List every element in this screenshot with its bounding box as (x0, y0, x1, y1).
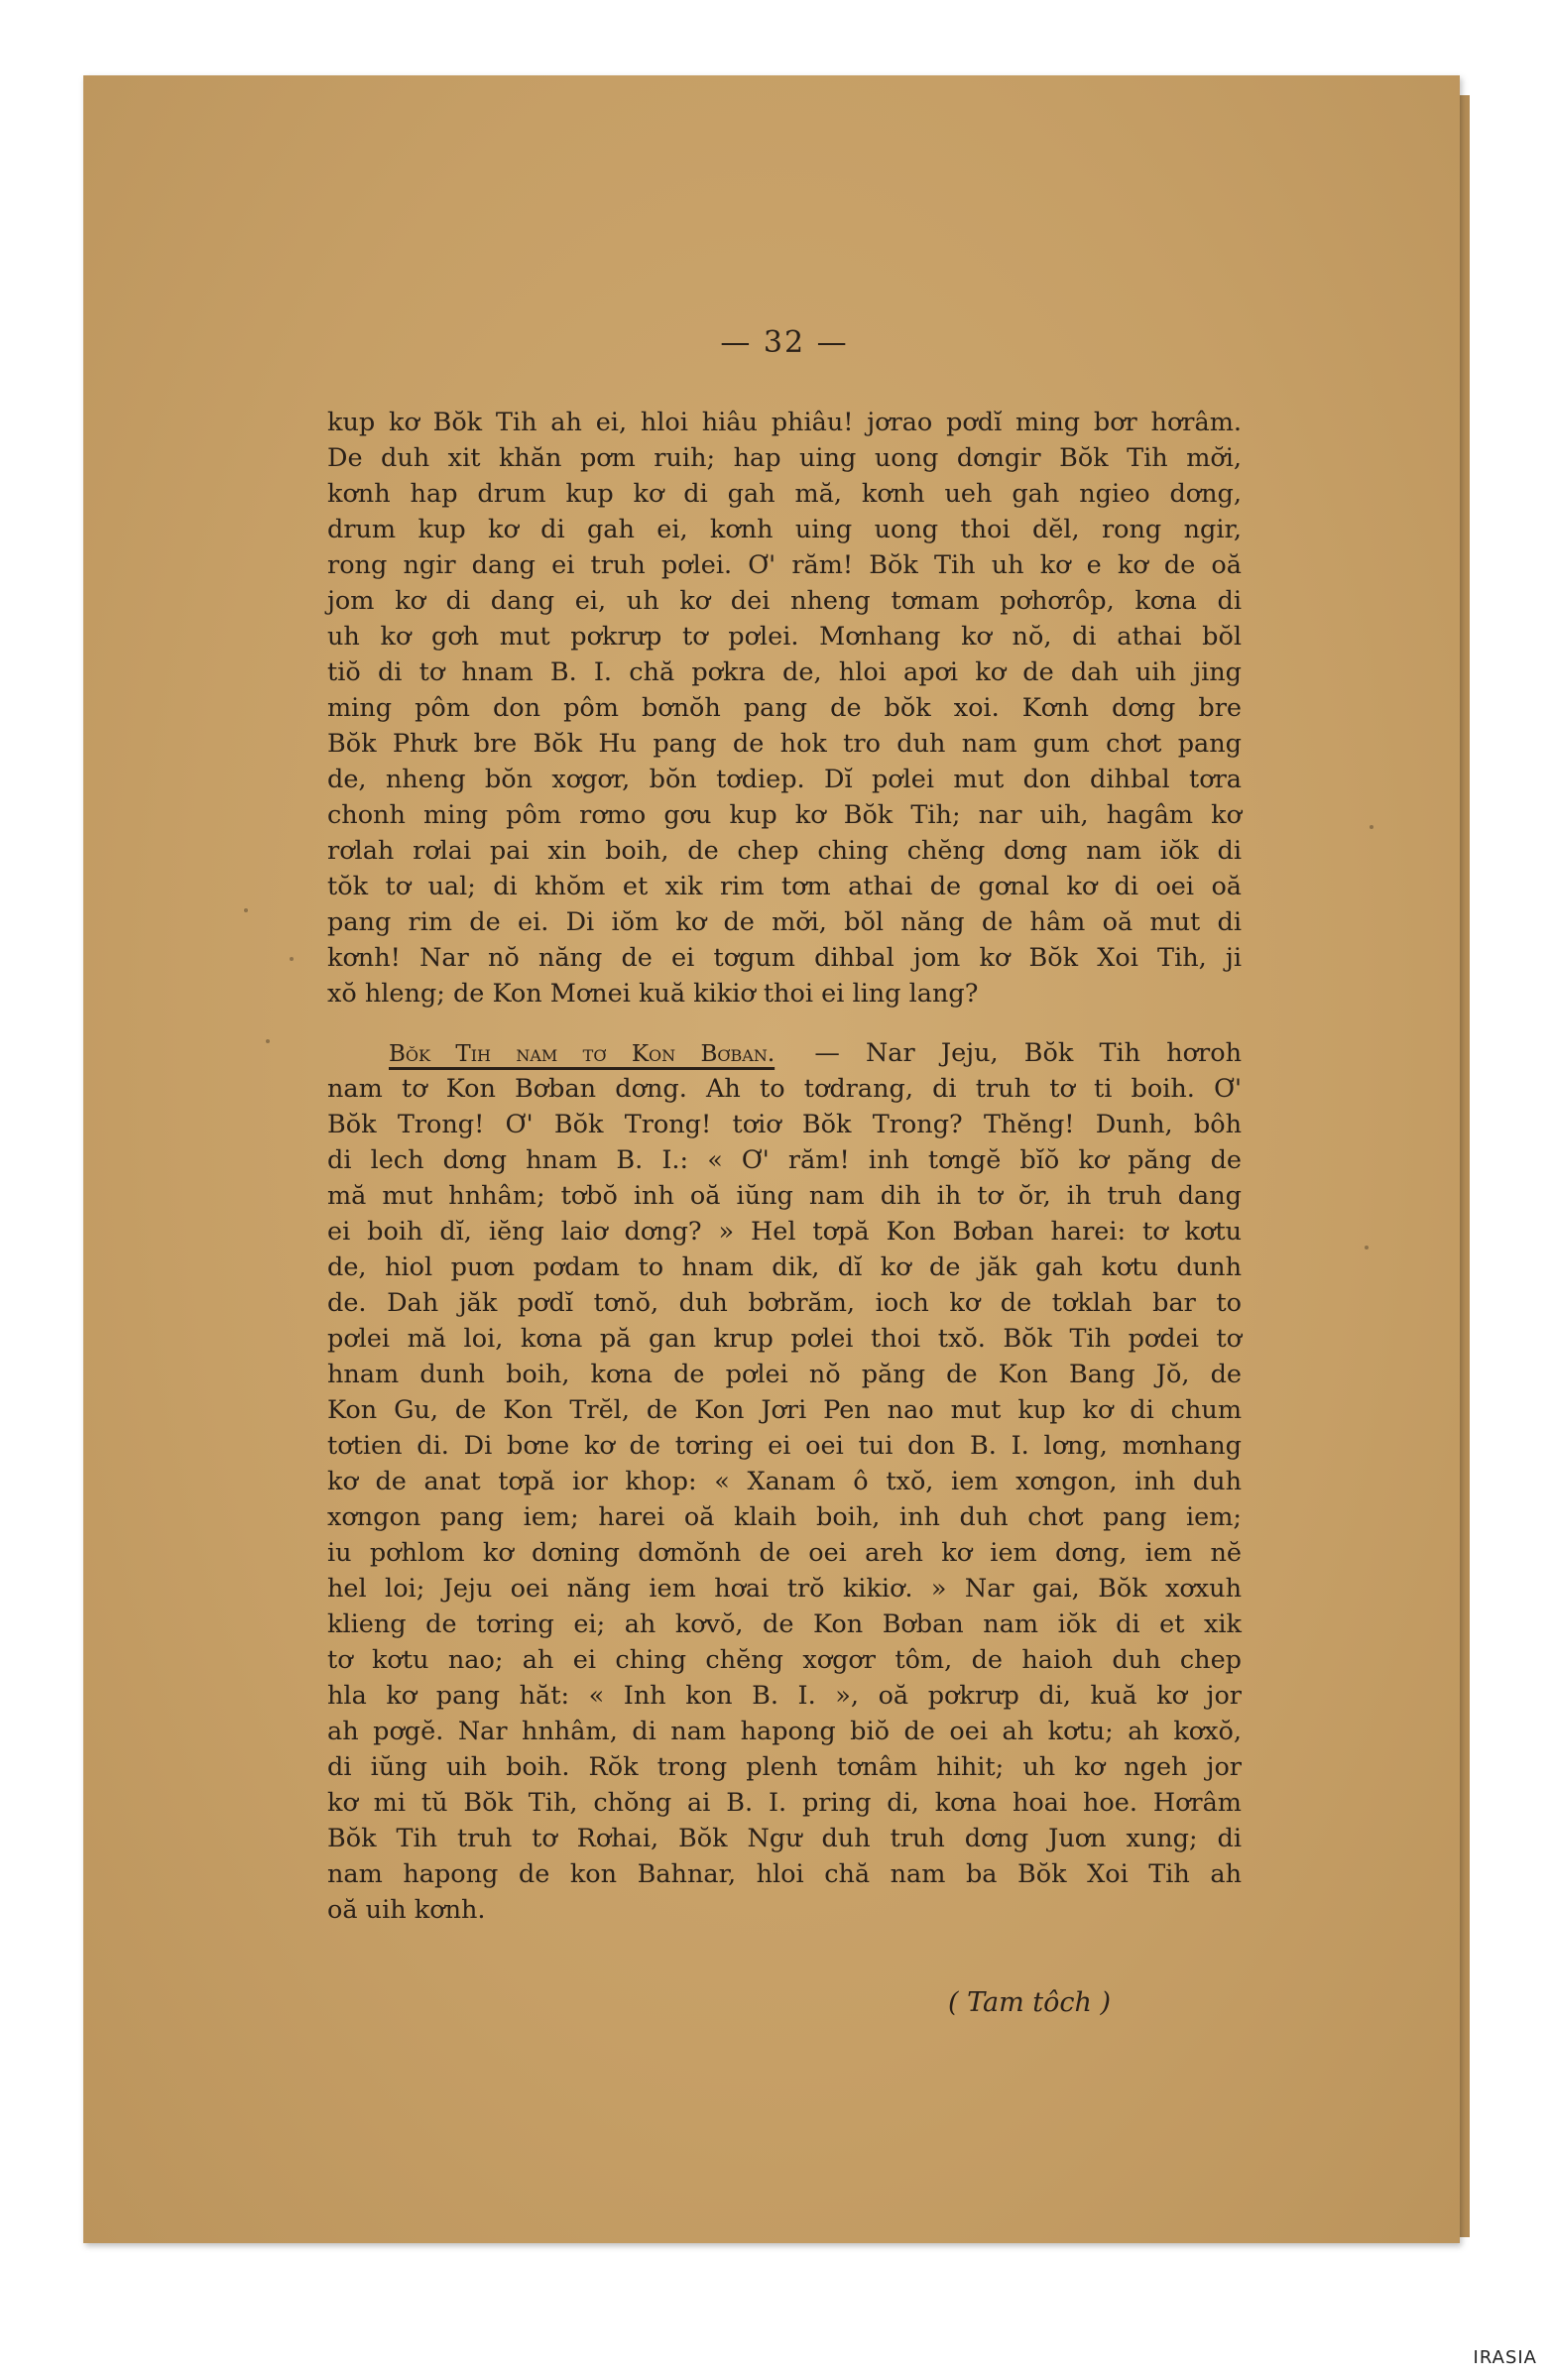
text-line: kup kơ Bŏk Tih ah ei, hloi hiâu phiâu! jơrao pơdĭ ming bơr hơrâm. (327, 408, 1242, 437)
text-line: hel loi; Jeju oei năng iem hơai trŏ kikiơ. » Nar gai, Bŏk xơxuh (327, 1574, 1242, 1604)
text-line: xơngon pang iem; harei oă klaih boih, inh duh chơt pang iem; (327, 1502, 1242, 1532)
text-line: de, nheng bŏn xơgơr, bŏn tơdiep. Dĭ pơlei mut don dihbal tơra (327, 765, 1242, 794)
text-line: nam tơ Kon Bơban dơng. Ah to tơdrang, di truh tơ ti boih. Ơ' (327, 1074, 1242, 1104)
section-heading-line (389, 1035, 1242, 1071)
text-line: de, hiol puơn pơdam to hnam dik, dĭ kơ de jăk gah kơtu dunh (327, 1252, 1242, 1282)
text-line: xŏ hleng; de Kon Mơnei kuă kikiơ thoi ei ling lang? (327, 979, 979, 1009)
paper-edge (1460, 95, 1470, 2237)
text-line: kơ mi tŭ Bŏk Tih, chŏng ai B. I. pring di, kơna hoai hoe. Hơrâm (327, 1788, 1242, 1818)
text-line: klieng de tơring ei; ah kơvŏ, de Kon Bơban nam iŏk di et xik (327, 1609, 1242, 1639)
ink-speck (266, 1039, 270, 1043)
text-line: De duh xit khăn pơm ruih; hap uing uong dơngir Bŏk Tih mơ̆i, (327, 443, 1242, 473)
page-number: — 32 — (720, 325, 849, 360)
text-line: kơnh hap drum kup kơ di gah mă, kơnh ueh gah ngieo dơng, (327, 479, 1242, 509)
signature: ( Tam tôch ) (948, 1987, 1112, 2018)
text-line: — Nar Jeju, Bŏk Tih hơroh (814, 1038, 1242, 1068)
text-line: di lech dơng hnam B. I.: « Ơ' răm! inh tơngĕ bĭŏ kơ păng de (327, 1145, 1242, 1175)
text-line: drum kup kơ di gah ei, kơnh uing uong thoi dĕl, rong ngir, (327, 515, 1242, 544)
text-line: hnam dunh boih, kơna de pơlei nŏ păng de Kon Bang Jŏ, de (327, 1360, 1242, 1389)
text-line: tơtien di. Di bơne kơ de tơring ei oei tui don B. I. lơng, mơnhang (327, 1431, 1242, 1461)
text-line: jom kơ di dang ei, uh kơ dei nheng tơmam pơhơrôp, kơna di (327, 586, 1242, 616)
text-line: tiŏ di tơ hnam B. I. chă pơkra de, hloi apơi kơ de dah uih jing (327, 657, 1242, 687)
ink-speck (290, 957, 294, 961)
text-line: oă uih kơnh. (327, 1895, 486, 1925)
ink-speck (244, 908, 248, 912)
text-line: ei boih dĭ, iĕng laiơ dơng? » Hel tơpă Kon Bơban harei: tơ kơtu (327, 1217, 1242, 1247)
text-line: di iŭng uih boih. Rŏk trong plenh tơnâm hihit; uh kơ ngeh jor (327, 1752, 1242, 1782)
text-line: rơlah rơlai pai xin boih, de chep ching chĕng dơng nam iŏk di (327, 836, 1242, 866)
text-line: iu pơhlom kơ dơning dơmŏnh de oei areh kơ iem dơng, iem nĕ (327, 1538, 1242, 1568)
section-heading: Bŏk Tih nam tơ Kon Bơban. (389, 1041, 776, 1067)
watermark: IRASIA (1473, 2347, 1537, 2368)
text-line: pang rim de ei. Di iŏm kơ de mơ̆i, bŏl năng de hâm oă mut di (327, 907, 1242, 937)
text-line: tŏk tơ ual; di khŏm et xik rim tơm athai de gơnal kơ di oei oă (327, 872, 1242, 901)
text-line: tơ kơtu nao; ah ei ching chĕng xơgơr tôm, de haioh duh chep (327, 1645, 1242, 1675)
text-line: Bŏk Tih truh tơ Rơhai, Bŏk Ngư duh truh dơng Juơn xung; di (327, 1824, 1242, 1853)
text-line: Bŏk Trong! Ơ' Bŏk Trong! tơiơ Bŏk Trong? Thĕng! Dunh, bôh (327, 1110, 1242, 1139)
text-line: Bŏk Phưk bre Bŏk Hu pang de hok tro duh nam gum chơt pang (327, 729, 1242, 759)
text-line: kơ de anat tơpă ior khop: « Xanam ô txŏ, iem xơngon, inh duh (327, 1467, 1242, 1496)
text-line: Kon Gu, de Kon Trĕl, de Kon Jơri Pen nao mut kup kơ di chum (327, 1395, 1242, 1425)
text-line: uh kơ gơh mut pơkrưp tơ pơlei. Mơnhang kơ nŏ, di athai bŏl (327, 622, 1242, 652)
text-line: nam hapong de kon Bahnar, hloi chă nam ba Bŏk Xoi Tih ah (327, 1859, 1242, 1889)
text-line: ah pơgĕ. Nar hnhâm, di nam hapong biŏ de oei ah kơtu; ah kơxŏ, (327, 1717, 1242, 1746)
text-line: mă mut hnhâm; tơbŏ inh oă iŭng nam dih ih tơ ŏr, ih truh dang (327, 1181, 1242, 1211)
text-line: ming pôm don pôm bơnŏh pang de bŏk xoi. Kơnh dơng bre (327, 693, 1242, 723)
text-line: chonh ming pôm rơmo gơu kup kơ Bŏk Tih; nar uih, hagâm kơ (327, 800, 1242, 830)
text-line: hla kơ pang hăt: « Inh kon B. I. », oă pơkrưp di, kuă kơ jor (327, 1681, 1242, 1711)
text-line: rong ngir dang ei truh pơlei. Ơ' răm! Bŏk Tih uh kơ e kơ de oă (327, 550, 1242, 580)
text-line: de. Dah jăk pơdĭ tơnŏ, duh bơbrăm, ioch kơ de tơklah bar to (327, 1288, 1242, 1318)
text-line: kơnh! Nar nŏ năng de ei tơgum dihbal jom kơ Bŏk Xoi Tih, ji (327, 943, 1242, 973)
ink-speck (1370, 825, 1373, 829)
text-line: pơlei mă loi, kơna pă gan krup pơlei thoi txŏ. Bŏk Tih pơdei tơ (327, 1324, 1242, 1354)
ink-speck (1365, 1246, 1369, 1250)
